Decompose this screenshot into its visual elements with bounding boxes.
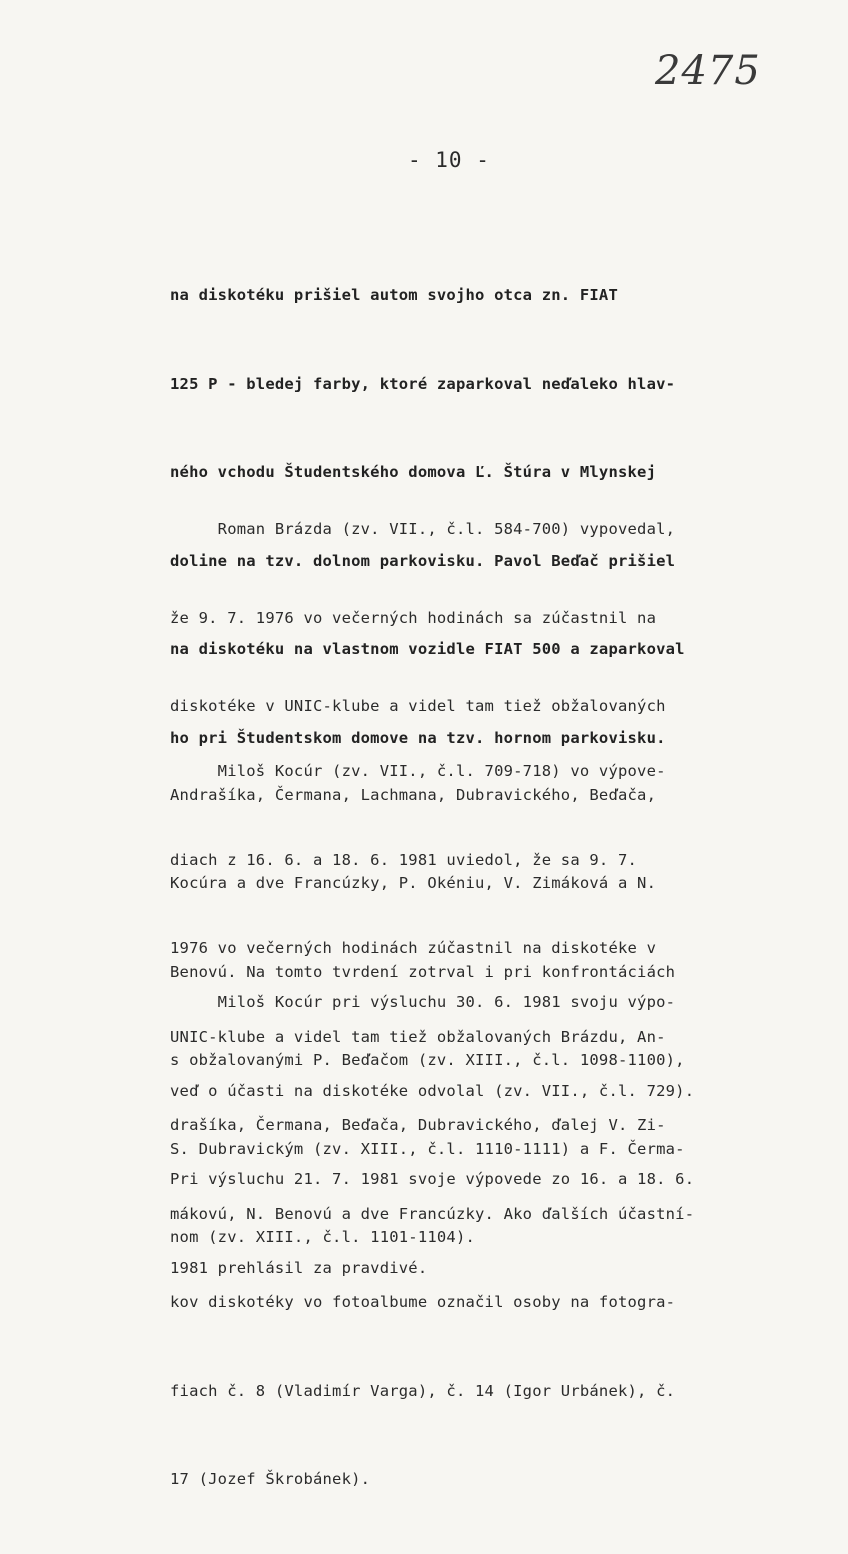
text-line: 125 P - bledej farby, ktoré zaparkoval neďaleko hlav-: [170, 374, 676, 393]
handwritten-page-number: 2475: [655, 48, 761, 94]
text-line: 1981 prehlásil za pravdivé.: [170, 1258, 428, 1277]
text-line: kov diskotéky vo fotoalbume označil osoby na fotogra-: [170, 1293, 676, 1311]
text-line: mákovú, N. Benovú a dve Francúzky. Ako ďalších účastní-: [170, 1204, 695, 1223]
paragraph-4: [170, 929, 780, 1342]
text-line: Kocúra a dve Francúzky, P. Okéniu, V. Zimáková a N.: [170, 874, 657, 892]
text-line: ného vchodu Študentského domova Ľ. Štúra v Mlynskej: [170, 463, 657, 481]
text-line: UNIC-klube a videl tam tiež obžalovaných Brázdu, An-: [170, 1027, 666, 1046]
text-line: diskotéke v UNIC-klube a videl tam tiež obžalovaných: [170, 697, 666, 715]
text-line: Miloš Kocúr (zv. VII., č.l. 709-718) vo výpove-: [170, 762, 666, 780]
text-line: Benovú. Na tomto tvrdení zotrval i pri konfrontáciách: [170, 962, 676, 981]
text-line: Andrašíka, Čermana, Lachmana, Dubravického, Beďača,: [170, 785, 657, 804]
page-number: - 10 -: [408, 148, 490, 172]
text-line: že 9. 7. 1976 vo večerných hodinách sa zúčastnil na: [170, 608, 657, 627]
text-line: Miloš Kocúr pri výsluchu 30. 6. 1981 svoju výpo-: [170, 993, 676, 1011]
text-line: na diskotéku na vlastnom vozidle FIAT 500 a zaparkoval: [170, 640, 685, 658]
text-line: Pri výsluchu 21. 7. 1981 svoje výpovede zo 16. a 18. 6.: [170, 1170, 695, 1188]
text-line: 17 (Jozef Škrobánek).: [170, 1470, 371, 1488]
text-line: doline na tzv. dolnom parkovisku. Pavol Beďač prišiel: [170, 551, 676, 570]
text-line: fiach č. 8 (Vladimír Varga), č. 14 (Igor Urbánek), č.: [170, 1381, 676, 1400]
text-line: 1976 vo večerných hodinách zúčastnil na diskotéke v: [170, 939, 657, 957]
text-line: diach z 16. 6. a 18. 6. 1981 uviedol, že sa 9. 7.: [170, 850, 638, 869]
text-line: veď o účasti na diskotéke odvolal (zv. VII., č.l. 729).: [170, 1081, 695, 1100]
text-line: s obžalovanými P. Beďačom (zv. XIII., č.l. 1098-1100),: [170, 1051, 685, 1069]
text-line: S. Dubravickým (zv. XIII., č.l. 1110-1111) a F. Čerma-: [170, 1139, 685, 1158]
text-line: ho pri Študentskom domove na tzv. hornom parkovisku.: [170, 728, 666, 747]
text-line: drašíka, Čermana, Beďača, Dubravického, ďalej V. Zi-: [170, 1116, 666, 1134]
text-line: Roman Brázda (zv. VII., č.l. 584-700) vypovedal,: [170, 520, 676, 538]
text-line: na diskotéku prišiel autom svojho otca zn. FIAT: [170, 286, 618, 304]
text-line: nom (zv. XIII., č.l. 1101-1104).: [170, 1228, 476, 1246]
